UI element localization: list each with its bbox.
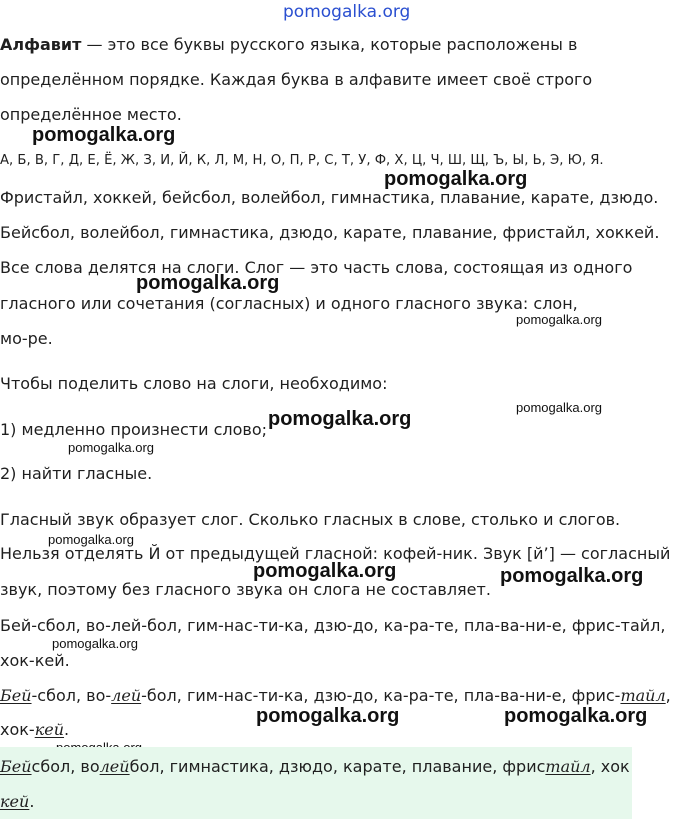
text: бол, гимнастика, дзюдо, карате, плавание, фрис [129, 757, 546, 776]
text: сбол, во [31, 757, 100, 776]
text: -сбол, во- [31, 686, 112, 705]
watermark: pomogalka.org [516, 400, 602, 415]
alphabet-definition-line-2: определённом порядке. Каждая буква в алфавите имеет своё строго [0, 70, 593, 89]
syllable-definition-line-1: Все слова делятся на слоги. Слог — это часть слова, состоящая из одного [0, 258, 633, 277]
watermark: pomogalka.org [268, 408, 412, 430]
stressed-syllable: тайл [545, 757, 591, 776]
watermark-top: pomogalka.org [283, 2, 411, 22]
watermark: pomogalka.org [253, 560, 397, 582]
text: . [64, 720, 70, 739]
stressed-syllable: Бей [0, 686, 32, 705]
stressed-syllable: лей [111, 686, 142, 705]
stressed-syllable: лей [99, 757, 130, 776]
watermark: pomogalka.org [384, 168, 528, 190]
watermark: pomogalka.org [52, 636, 138, 651]
watermark: pomogalka.org [500, 565, 644, 587]
split-words-line-2: хок-кей. [0, 651, 70, 670]
stressed-syllable: кей [0, 792, 30, 811]
sports-list-original: Фристайл, хоккей, бейсбол, волейбол, гимнастика, плавание, карате, дзюдо. [0, 188, 659, 207]
answer-line-1 [0, 757, 630, 777]
rule-line-1: Гласный звук образует слог. Сколько гласных в слове, столько и слогов. [0, 510, 621, 529]
step-2: 2) найти гласные. [0, 464, 153, 483]
syllable-definition-line-2: гласного или сочетания (согласных) и одного гласного звука: слон, [0, 294, 578, 313]
text: -бол, гим-нас-ти-ка, дзю-до, ка-ра-те, пла-ва-ни-е, фрис- [141, 686, 621, 705]
alphabet-definition-line-1 [0, 35, 577, 55]
stressed-syllable: тайл [620, 686, 666, 705]
watermark: pomogalka.org [68, 440, 154, 455]
text: , хок [590, 757, 630, 776]
term-alphabet: Алфавит [0, 35, 82, 54]
split-words-line-1: Бей-сбол, во-лей-бол, гим-нас-ти-ка, дзю-до, ка-ра-те, пла-ва-ни-е, фрис-тайл, [0, 616, 666, 635]
watermark: pomogalka.org [504, 705, 648, 727]
sports-list-sorted: Бейсбол, волейбол, гимнастика, дзюдо, карате, плавание, фристайл, хоккей. [0, 223, 660, 242]
step-1: 1) медленно произнести слово; [0, 420, 267, 439]
text: хок- [0, 720, 35, 739]
stressed-syllable: Бей [0, 757, 32, 776]
rule-line-3: звук, поэтому без гласного звука он слога не составляет. [0, 580, 491, 599]
answer-line-2 [0, 792, 34, 812]
stressed-syllable: кей [34, 720, 65, 739]
alphabet-letters: А, Б, В, Г, Д, Е, Ё, Ж, З, И, Й, К, Л, М, Н, О, П, Р, С, Т, У, Ф, Х, Ц, Ч, Ш, Щ, Ъ, Ы, Ь, Э, Ю, Я. [0, 153, 604, 168]
rule-line-2: Нельзя отделять Й от предыдущей гласной: кофей-ник. Звук [й’] — согласный [0, 544, 671, 563]
watermark: pomogalka.org [32, 124, 176, 146]
definition-text: — это все буквы русского языка, которые расположены в [81, 35, 578, 54]
alphabet-definition-line-3: определённое место. [0, 105, 182, 124]
marked-words-line-1 [0, 686, 671, 706]
watermark: pomogalka.org [256, 705, 400, 727]
steps-intro: Чтобы поделить слово на слоги, необходимо: [0, 374, 388, 393]
syllable-definition-line-3: мо-ре. [0, 329, 53, 348]
text: , [665, 686, 671, 705]
watermark: pomogalka.org [136, 272, 280, 294]
text: . [29, 792, 35, 811]
marked-words-line-2 [0, 720, 69, 740]
watermark: pomogalka.org [48, 532, 134, 547]
watermark: pomogalka.org [516, 312, 602, 327]
